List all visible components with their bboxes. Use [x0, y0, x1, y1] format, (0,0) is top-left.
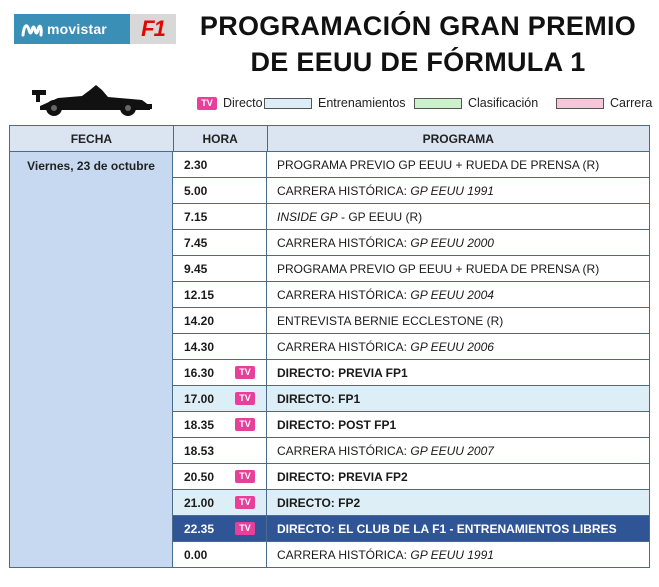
programa-cell: [267, 490, 650, 516]
programa-italic-text: GP EEUU 2004: [410, 287, 494, 302]
programa-cell: [267, 152, 650, 178]
table-row: [173, 490, 650, 516]
hora-cell: [173, 152, 267, 178]
hora-cell: [173, 542, 267, 568]
header-fecha: FECHA: [10, 126, 174, 152]
hora-value: 12.15: [184, 287, 215, 302]
hora-value: 7.15: [184, 209, 208, 224]
legend-entrenamientos-label: Entrenamientos: [318, 96, 406, 110]
table-body: [10, 152, 650, 568]
f1-logo-text: F1: [141, 16, 165, 41]
programa-text: CARRERA HISTÓRICA:: [277, 547, 411, 562]
hora-cell: [173, 282, 267, 308]
hora-cell: [173, 490, 267, 516]
hora-value: 0.00: [184, 547, 208, 562]
table-row: [173, 282, 650, 308]
programa-cell: [267, 386, 650, 412]
hora-value: 21.00: [184, 495, 215, 510]
table-row: [173, 360, 650, 386]
date-cell: Viernes, 23 de octubre: [10, 152, 173, 568]
table-row: [173, 412, 650, 438]
hora-value: 17.00: [184, 391, 215, 406]
programa-text: DIRECTO: PREVIA FP2: [277, 469, 408, 484]
table-row: [173, 386, 650, 412]
hora-cell: [173, 178, 267, 204]
programa-cell: [267, 360, 650, 386]
hora-value: 7.45: [184, 235, 208, 250]
programa-text: DIRECTO: POST FP1: [277, 417, 397, 432]
hora-value: 5.00: [184, 183, 208, 198]
legend-directo-label: Directo: [223, 96, 263, 110]
hora-cell: [173, 334, 267, 360]
legend-clasificacion-label: Clasificación: [468, 96, 539, 110]
table-row: [173, 308, 650, 334]
hora-value: 16.30: [184, 365, 215, 380]
table-row: [173, 542, 650, 568]
hora-cell: [173, 360, 267, 386]
programa-text: PROGRAMA PREVIO GP EEUU + RUEDA DE PRENSA (R): [277, 261, 600, 276]
programa-cell: [267, 178, 650, 204]
programa-cell: [267, 464, 650, 490]
movistar-brand: [14, 14, 130, 44]
programa-text: DIRECTO: FP2: [277, 495, 361, 510]
programa-cell: [267, 256, 650, 282]
header-programa: PROGRAMA: [268, 126, 650, 152]
programa-cell: [267, 282, 650, 308]
hora-value: 14.30: [184, 339, 215, 354]
hora-value: 14.20: [184, 313, 215, 328]
programa-text: CARRERA HISTÓRICA:: [277, 235, 411, 250]
legend-carrera: [556, 96, 652, 110]
legend-directo: [197, 96, 263, 110]
hora-cell: [173, 256, 267, 282]
programa-text: ENTREVISTA BERNIE ECCLESTONE (R): [277, 313, 504, 328]
programa-italic-text: GP EEUU 2000: [410, 235, 494, 250]
programa-cell: [267, 542, 650, 568]
programa-italic-text: GP EEUU 2006: [410, 339, 494, 354]
programa-text: DIRECTO: PREVIA FP1: [277, 365, 408, 380]
programa-cell: [267, 308, 650, 334]
table-row: [173, 152, 650, 178]
legend-swatch-entrenamientos: [264, 98, 312, 109]
table-row: [173, 516, 650, 542]
programa-text: DIRECTO: EL CLUB DE LA F1 - ENTRENAMIENTOS LIBRES: [277, 521, 617, 536]
table-row: [173, 256, 650, 282]
programa-cell: [267, 230, 650, 256]
tv-live-icon: TV: [235, 522, 255, 535]
hora-value: 2.30: [184, 157, 208, 172]
brand-name: movistar: [47, 21, 107, 37]
hora-value: 18.35: [184, 417, 215, 432]
tv-live-icon: TV: [235, 496, 255, 509]
programa-italic-text: INSIDE GP: [277, 209, 338, 224]
page-title: [188, 8, 648, 80]
programa-cell: [267, 516, 650, 542]
hora-cell: [173, 386, 267, 412]
programa-text: CARRERA HISTÓRICA:: [277, 443, 411, 458]
hora-value: 22.35: [184, 521, 215, 536]
programa-text: PROGRAMA PREVIO GP EEUU + RUEDA DE PRENSA (R): [277, 157, 600, 172]
hora-cell: [173, 308, 267, 334]
tv-live-icon: TV: [197, 97, 217, 110]
table-header: [10, 126, 650, 152]
schedule-rows: [173, 152, 650, 568]
hora-value: 18.53: [184, 443, 215, 458]
programa-cell: [267, 438, 650, 464]
title-line-2: DE EEUU DE FÓRMULA 1: [250, 47, 586, 77]
hora-cell: [173, 464, 267, 490]
programa-text: CARRERA HISTÓRICA:: [277, 339, 411, 354]
table-row: [173, 204, 650, 230]
programa-cell: [267, 204, 650, 230]
legend-clasificacion: [414, 96, 538, 110]
movistar-f1-logo: [14, 14, 176, 44]
tv-live-icon: TV: [235, 392, 255, 405]
table-row: [173, 438, 650, 464]
hora-cell: [173, 230, 267, 256]
hora-value: 9.45: [184, 261, 208, 276]
hora-cell: [173, 412, 267, 438]
programa-text: CARRERA HISTÓRICA:: [277, 183, 411, 198]
tv-live-icon: TV: [235, 470, 255, 483]
programa-italic-text: GP EEUU 1991: [410, 547, 494, 562]
title-line-1: PROGRAMACIÓN GRAN PREMIO: [199, 11, 637, 41]
table-row: [173, 230, 650, 256]
tv-live-icon: TV: [235, 366, 255, 379]
hora-cell: [173, 438, 267, 464]
legend-swatch-carrera: [556, 98, 604, 109]
table-row: [173, 464, 650, 490]
hora-value: 20.50: [184, 469, 215, 484]
movistar-m-icon: [21, 21, 43, 37]
legend-carrera-label: Carrera: [610, 96, 653, 110]
hora-cell: [173, 204, 267, 230]
table-row: [173, 178, 650, 204]
legend-entrenamientos: [264, 96, 406, 110]
hora-cell: [173, 516, 267, 542]
programa-cell: [267, 412, 650, 438]
f1-car-icon: [30, 84, 154, 116]
programa-italic-text: GP EEUU 2007: [410, 443, 494, 458]
programa-text: DIRECTO: FP1: [277, 391, 361, 406]
programa-cell: [267, 334, 650, 360]
legend-swatch-clasificacion: [414, 98, 462, 109]
programa-suffix-text: - GP EEUU (R): [337, 209, 423, 224]
tv-live-icon: TV: [235, 418, 255, 431]
programa-text: CARRERA HISTÓRICA:: [277, 287, 411, 302]
f1-badge: [130, 14, 176, 44]
header-hora: HORA: [174, 126, 268, 152]
table-row: [173, 334, 650, 360]
schedule-table: [9, 125, 650, 568]
programa-italic-text: GP EEUU 1991: [410, 183, 494, 198]
